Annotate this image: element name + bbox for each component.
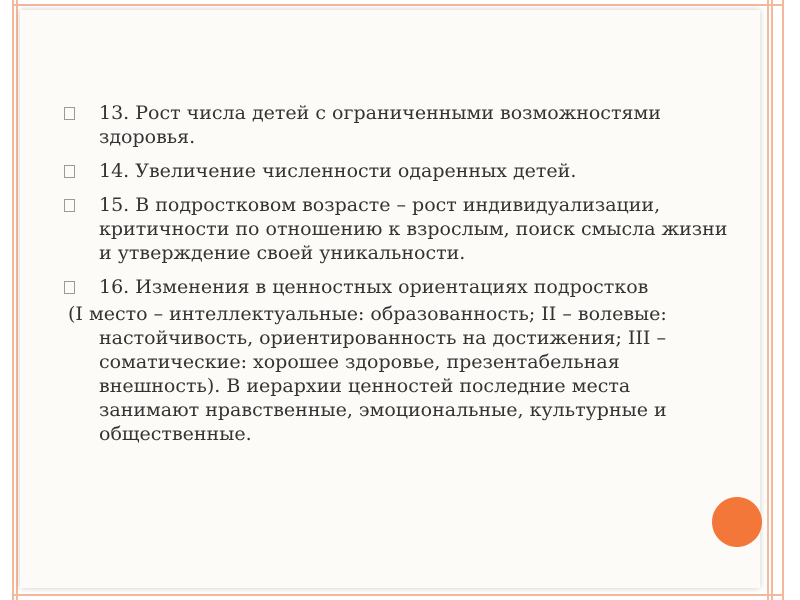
square-bullet-icon [64,107,75,120]
left-border-line-inner [16,0,18,600]
slide-content [62,101,732,446]
list-item [62,101,732,149]
right-border-line-inner [767,0,769,600]
top-border-line [12,4,783,6]
list-item [62,159,732,183]
right-border-line-mid [771,0,773,600]
list-item-text: 13. Рост числа детей с ограниченными возможностями здоровья. [99,102,661,148]
square-bullet-icon [64,281,75,294]
square-bullet-icon [64,199,75,212]
left-border-line [12,0,14,600]
bottom-border-line [12,594,783,596]
right-border-line-outer [782,0,784,600]
square-bullet-icon [64,165,75,178]
continuation-paragraph: (I место – интеллектуальные: образованность; II – волевые: настойчивость, ориентированность на достижения; III – соматические: хорошее здоровье, презентабельная внешность). В иерархии ценностей последние места занимают нравственные, эмоциональные, культурные и общественные. [68,303,667,445]
list-item-text: 14. Увеличение численности одаренных детей. [99,160,577,182]
list-item-text: 15. В подростковом возрасте – рост индивидуализации, критичности по отношению к взрослым, поиск смысла жизни и утверждение своей уникальности. [99,194,728,264]
list-item-text: 16. Изменения в ценностных ориентациях подростков [99,276,649,298]
list-item [62,275,732,299]
list-item [62,193,732,265]
orange-circle-decoration [712,497,762,547]
